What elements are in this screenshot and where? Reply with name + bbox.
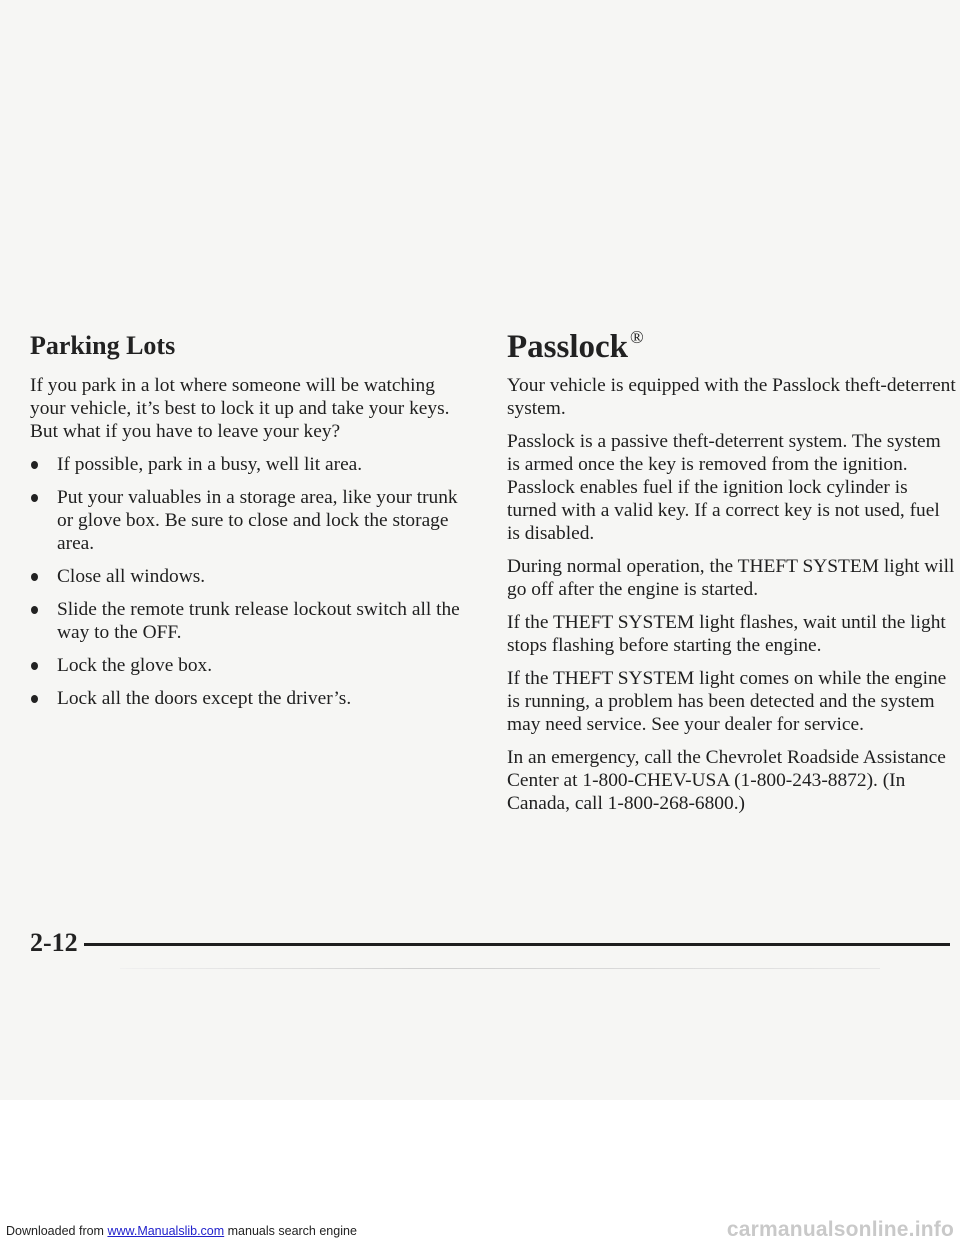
passlock-paragraph: Passlock is a passive theft-deterrent system. The system is armed once the key is removed from the ignition. Passlock enables fuel if the ignition lock cylinder is turned with a valid key. If a correct key is not used, fuel is disabled. <box>507 431 941 545</box>
passlock-section <box>507 328 957 825</box>
footer-divider <box>84 943 950 946</box>
passlock-heading: Passlock ® <box>507 327 644 365</box>
passlock-paragraph: During normal operation, the THEFT SYSTEM light will go off after the engine is started. <box>507 556 955 601</box>
bullet-icon <box>31 662 38 670</box>
download-notice: Downloaded from www.Manualslib.com manuals search engine <box>6 1224 357 1238</box>
list-item: Put your valuables in a storage area, like your trunk or glove box. Be sure to close and lock the storage area. <box>30 486 470 555</box>
passlock-paragraph: If the THEFT SYSTEM light comes on while the engine is running, a problem has been detected and the system may need service. See your dealer for service. <box>507 668 947 736</box>
passlock-paragraph: In an emergency, call the Chevrolet Roadside Assistance Center at 1-800-CHEV-USA (1-800-243-8872). (In Canada, call 1-800-268-6800.) <box>507 747 946 815</box>
passlock-paragraph: If the THEFT SYSTEM light flashes, wait until the light stops flashing before starting the engine. <box>507 612 946 657</box>
faint-divider <box>120 968 880 969</box>
registered-mark: ® <box>630 327 644 347</box>
site-watermark: carmanualsonline.info <box>726 1218 954 1241</box>
list-item: Lock all the doors except the driver’s. <box>30 687 470 710</box>
list-item: Close all windows. <box>30 565 470 588</box>
bullet-icon <box>31 461 38 469</box>
bullet-icon <box>31 695 38 703</box>
list-item: If possible, park in a busy, well lit area. <box>30 453 470 476</box>
page-number: 2-12 <box>30 928 78 957</box>
parking-lots-intro: If you park in a lot where someone will be watching your vehicle, it’s best to lock it up and take your keys. But what if you have to leave your key? <box>30 375 450 442</box>
bullet-icon <box>31 573 38 581</box>
parking-lots-section <box>30 331 470 720</box>
list-item: Slide the remote trunk release lockout switch all the way to the OFF. <box>30 598 470 644</box>
parking-tips-list <box>30 453 470 710</box>
manualslib-link[interactable]: www.Manualslib.com <box>107 1224 225 1238</box>
bullet-icon <box>31 606 38 614</box>
parking-lots-heading: Parking Lots <box>30 331 176 360</box>
passlock-paragraph: Your vehicle is equipped with the Passlock theft-deterrent system. <box>507 375 956 420</box>
list-item: Lock the glove box. <box>30 654 470 677</box>
bullet-icon <box>31 494 38 502</box>
